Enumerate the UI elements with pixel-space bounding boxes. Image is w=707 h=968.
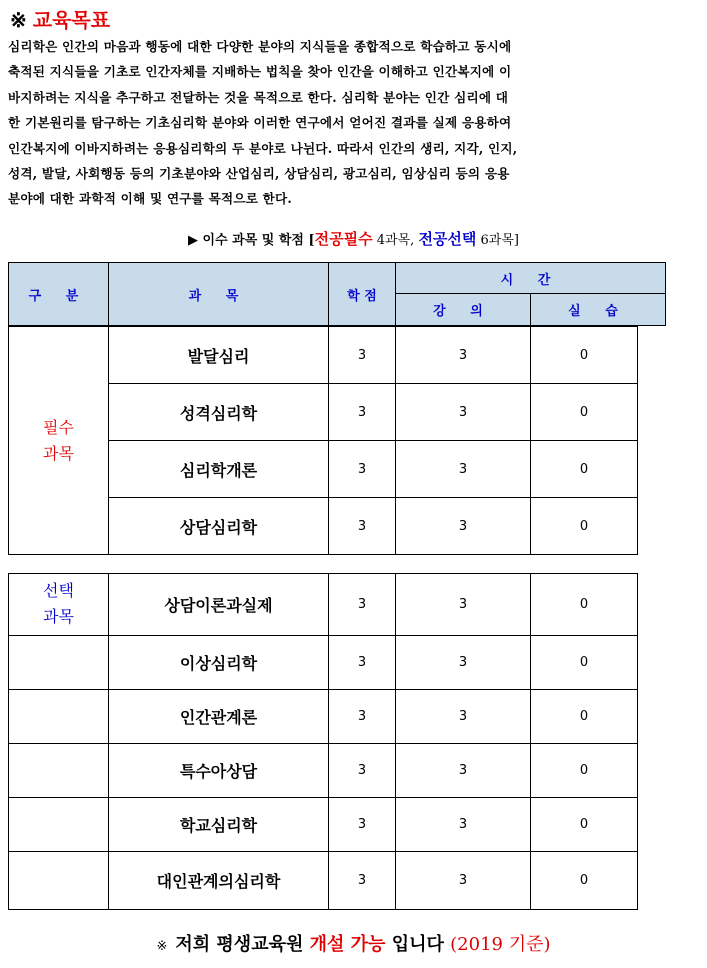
credit-value: 3 bbox=[329, 744, 396, 798]
practice-hours: 0 bbox=[531, 498, 638, 555]
category-line: 선택 bbox=[43, 581, 74, 600]
course-name: 인간관계론 bbox=[109, 690, 329, 744]
footer-text: 저희 평생교육원 bbox=[175, 934, 310, 955]
credit-value: 3 bbox=[329, 498, 396, 555]
course-name: 심리학개론 bbox=[109, 441, 329, 498]
lecture-hours: 3 bbox=[396, 574, 531, 636]
table-row bbox=[9, 574, 638, 636]
lecture-hours: 3 bbox=[396, 498, 531, 555]
intro-line: 분야에 대한 과학적 이해 및 연구를 목적으로 한다. bbox=[8, 191, 292, 207]
practice-hours: 0 bbox=[531, 574, 638, 636]
practice-hours: 0 bbox=[531, 852, 638, 910]
required-label: 전공필수 bbox=[314, 230, 373, 248]
intro-line: 심리학은 인간의 마음과 행동에 대한 다양한 분야의 지식들을 종합적으로 학습하고 동시에 bbox=[8, 39, 512, 54]
intro-paragraph bbox=[8, 34, 700, 212]
category-line: 과목 bbox=[43, 443, 74, 463]
header-credit: 학 점 bbox=[329, 263, 396, 326]
footer-text: 입니다 bbox=[385, 934, 451, 955]
lecture-hours: 3 bbox=[396, 798, 531, 852]
table-row bbox=[9, 636, 638, 690]
elective-label: 전공선택 bbox=[418, 230, 477, 248]
lecture-hours: 3 bbox=[396, 852, 531, 910]
header-course: 과 목 bbox=[109, 263, 329, 326]
elective-count: 6과목] bbox=[476, 233, 519, 248]
course-name: 상담이론과실제 bbox=[109, 574, 329, 636]
required-count: 4과목, bbox=[372, 233, 419, 248]
category-line: 필수 bbox=[43, 417, 74, 437]
category-empty bbox=[9, 744, 109, 798]
header-time: 시 간 bbox=[396, 263, 666, 294]
header-category: 구 분 bbox=[9, 263, 109, 326]
footer-highlight: 개설 가능 bbox=[309, 934, 386, 955]
category-elective bbox=[9, 574, 109, 636]
table-row bbox=[9, 327, 638, 384]
lecture-hours: 3 bbox=[396, 690, 531, 744]
header-lecture: 강 의 bbox=[396, 294, 531, 326]
course-summary bbox=[0, 228, 707, 249]
header-practice: 실 습 bbox=[531, 294, 666, 326]
intro-line: 성격, 발달, 사회행동 등의 기초분야와 산업심리, 상담심리, 광고심리, 임상심리 등의 응용 bbox=[8, 166, 510, 182]
credit-value: 3 bbox=[329, 441, 396, 498]
course-name: 학교심리학 bbox=[109, 798, 329, 852]
category-required bbox=[9, 327, 109, 555]
section-heading bbox=[10, 4, 110, 33]
course-name: 대인관계의심리학 bbox=[109, 852, 329, 910]
reference-mark: ※ bbox=[10, 8, 27, 32]
footer-note bbox=[0, 930, 707, 956]
practice-hours: 0 bbox=[531, 636, 638, 690]
practice-hours: 0 bbox=[531, 744, 638, 798]
table-row bbox=[9, 798, 638, 852]
table-row bbox=[9, 852, 638, 910]
course-name: 상담심리학 bbox=[109, 498, 329, 555]
course-name: 이상심리학 bbox=[109, 636, 329, 690]
course-name: 특수아상담 bbox=[109, 744, 329, 798]
table-row bbox=[9, 690, 638, 744]
category-empty bbox=[9, 636, 109, 690]
credit-value: 3 bbox=[329, 636, 396, 690]
practice-hours: 0 bbox=[531, 384, 638, 441]
table-row bbox=[9, 744, 638, 798]
category-line: 과목 bbox=[43, 607, 74, 626]
practice-hours: 0 bbox=[531, 327, 638, 384]
credit-value: 3 bbox=[329, 798, 396, 852]
summary-prefix: ▶ 이수 과목 및 학점 [ bbox=[187, 233, 315, 248]
intro-line: 인간복지에 이바지하려는 응용심리학의 두 분야로 나뉜다. 따라서 인간의 생리, 지각, 인지, bbox=[8, 140, 518, 156]
elective-course-table bbox=[8, 573, 638, 910]
practice-hours: 0 bbox=[531, 441, 638, 498]
credit-value: 3 bbox=[329, 384, 396, 441]
category-empty bbox=[9, 798, 109, 852]
lecture-hours: 3 bbox=[396, 441, 531, 498]
practice-hours: 0 bbox=[531, 690, 638, 744]
footer-year-note: (2019 기준) bbox=[450, 934, 551, 955]
lecture-hours: 3 bbox=[396, 327, 531, 384]
required-course-table bbox=[8, 326, 638, 555]
course-table-header bbox=[8, 262, 666, 326]
lecture-hours: 3 bbox=[396, 636, 531, 690]
intro-line: 한 기본원리를 탐구하는 기초심리학 분야와 이러한 연구에서 얻어진 결과를 실제 응용하여 bbox=[8, 115, 512, 131]
course-name: 발달심리 bbox=[109, 327, 329, 384]
practice-hours: 0 bbox=[531, 798, 638, 852]
course-name: 성격심리학 bbox=[109, 384, 329, 441]
lecture-hours: 3 bbox=[396, 384, 531, 441]
credit-value: 3 bbox=[329, 574, 396, 636]
category-empty bbox=[9, 852, 109, 910]
credit-value: 3 bbox=[329, 852, 396, 910]
footer-mark: ※ bbox=[156, 939, 168, 954]
intro-line: 바지하려는 지식을 추구하고 전달하는 것을 목적으로 한다. 심리학 분야는 인간 심리에 대 bbox=[8, 89, 509, 105]
intro-line: 축적된 지식들을 기초로 인간자체를 지배하는 법칙을 찾아 인간을 이해하고 인간복지에 이 bbox=[8, 64, 512, 80]
credit-value: 3 bbox=[329, 327, 396, 384]
credit-value: 3 bbox=[329, 690, 396, 744]
heading-title: 교육목표 bbox=[32, 8, 111, 32]
category-empty bbox=[9, 690, 109, 744]
lecture-hours: 3 bbox=[396, 744, 531, 798]
